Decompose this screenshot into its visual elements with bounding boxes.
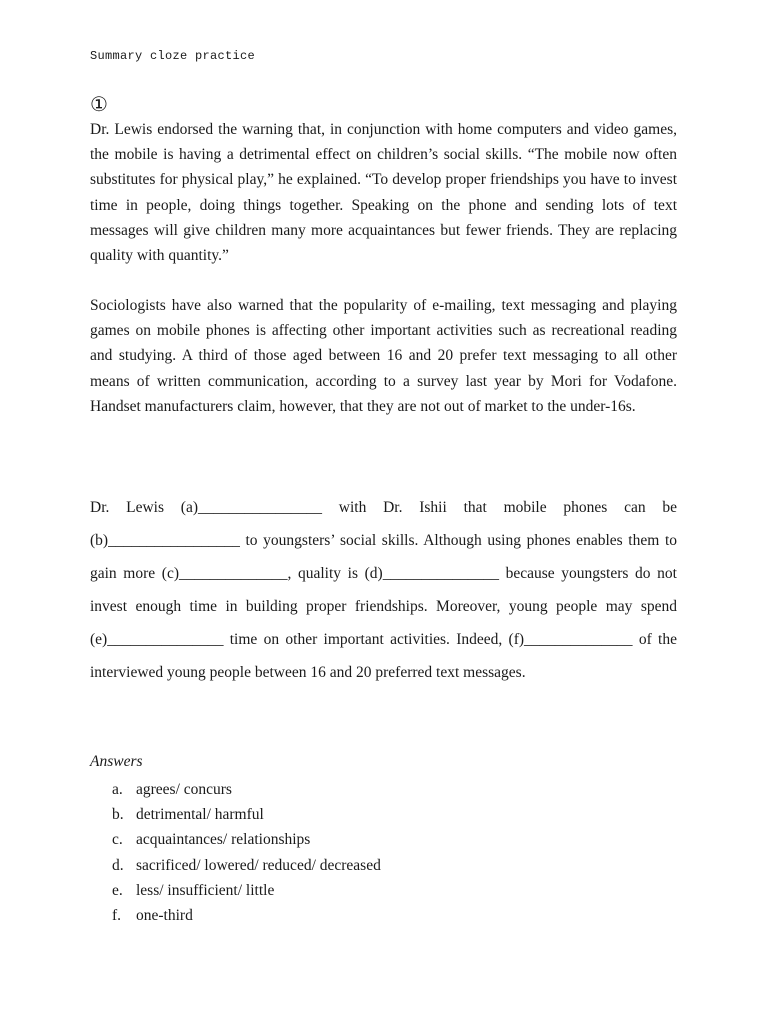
answer-letter: c. (112, 831, 123, 849)
answer-item-c (112, 827, 381, 852)
answer-text: sacrificed/ lowered/ reduced/ decreased (136, 856, 381, 874)
answer-text: agrees/ concurs (136, 781, 232, 798)
blank-c: ______________ (179, 565, 288, 582)
answer-text: acquaintances/ relationships (136, 831, 311, 849)
cloze-text: , quality is (d) (287, 565, 383, 582)
blank-f: ______________ (524, 631, 633, 648)
cloze-text: time on other important activities. Indeed, (f) (223, 631, 525, 648)
cloze-text: of the interviewed young people between 16 and 20 preferred text messages. (90, 631, 677, 681)
answer-item-a (112, 777, 381, 802)
answer-text: one-third (136, 907, 193, 925)
passage-paragraph-2: Sociologists have also warned that the popularity of e-mailing, text messaging and playing games on mobile phones is affecting other important activities such as recreational reading and studying. A third of those aged between 16 and 20 prefer text messaging to all other means of written communication, according to a survey last year by Mori for Vodafone. Handset manufacturers claim, however, that they are not out of market to the under-16s. (90, 297, 677, 415)
answer-letter: a. (112, 781, 123, 798)
cloze-text: with Dr. Ishii that mobile phones can be (b) (90, 499, 677, 549)
cloze-summary-paragraph (90, 491, 677, 689)
answer-letter: e. (112, 881, 123, 899)
answers-heading: Answers (90, 753, 143, 770)
answer-item-f (112, 903, 381, 928)
answer-item-e (112, 878, 381, 903)
answer-letter: f. (112, 907, 122, 925)
cloze-text: Dr. Lewis (a) (90, 499, 198, 516)
cloze-text: because youngsters do not invest enough time in building proper friendships. Moreover, young people may spend (e) (90, 565, 677, 648)
blank-e: _______________ (107, 631, 224, 648)
answer-item-d (112, 853, 381, 878)
answer-text: detrimental/ harmful (136, 806, 264, 824)
answer-item-b (112, 802, 381, 827)
blank-d: _______________ (382, 565, 499, 582)
document-header: Summary cloze practice (90, 49, 256, 63)
cloze-text: to youngsters’ social skills. Although using phones enables them to gain more (c) (90, 532, 677, 582)
section-number-marker: ① (90, 92, 108, 116)
blank-a: ________________ (198, 499, 322, 516)
blank-b: _________________ (108, 532, 240, 549)
passage-paragraph-1: Dr. Lewis endorsed the warning that, in conjunction with home computers and video games, the mobile is having a detrimental effect on children’s social skills. “The mobile now often substitutes for physical play,” he explained. “To develop proper friendships you have to invest time in people, doing things together. Speaking on the phone and sending lots of text messages will give children many more acquaintances but fewer friends. They are replacing quality with quantity.” (90, 121, 677, 265)
answers-list (112, 777, 381, 928)
answer-letter: b. (112, 806, 124, 824)
answer-letter: d. (112, 856, 124, 874)
answer-text: less/ insufficient/ little (136, 881, 275, 899)
